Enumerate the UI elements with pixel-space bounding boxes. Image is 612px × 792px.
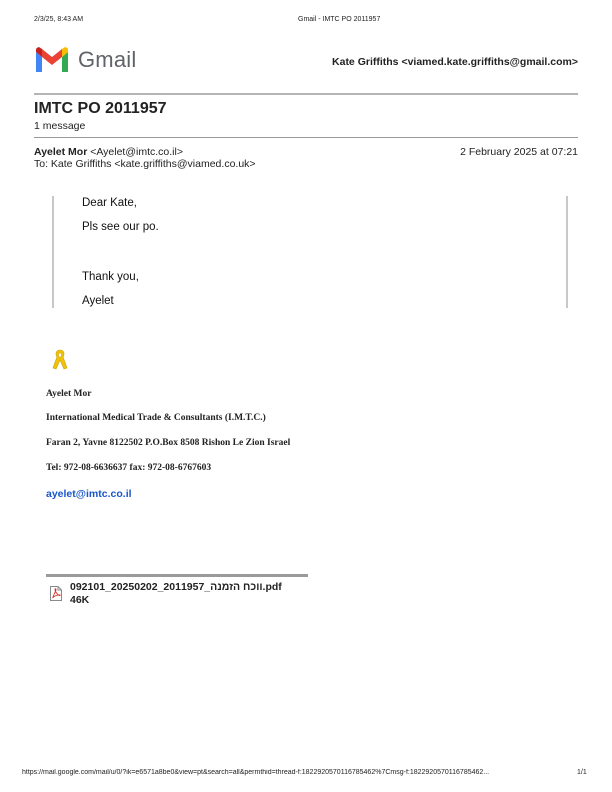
print-footer-url: https://mail.google.com/mail/u/0/?ik=e6571a8be0&view=pt&search=all&permthid=thread-f:1822920570116785462%7Cmsg-f:1822920570116785462... bbox=[22, 769, 490, 776]
body-closing: Thank you, bbox=[82, 271, 139, 283]
message-count: 1 message bbox=[34, 120, 86, 132]
print-title: Gmail - IMTC PO 2011957 bbox=[298, 16, 381, 23]
print-page-number: 1/1 bbox=[577, 769, 587, 776]
header-divider bbox=[34, 93, 578, 95]
message-date: 2 February 2025 at 07:21 bbox=[460, 146, 578, 158]
attachment-size: 46K bbox=[70, 594, 90, 606]
thread-subject: IMTC PO 2011957 bbox=[34, 100, 167, 117]
gmail-m-icon[interactable] bbox=[34, 46, 70, 74]
yellow-ribbon-icon bbox=[50, 348, 70, 372]
attachment-divider bbox=[46, 574, 308, 577]
recipient-line: To: Kate Griffiths <kate.griffiths@viamed.co.uk> bbox=[34, 158, 256, 170]
quote-left-bar bbox=[52, 196, 54, 308]
quote-right-bar bbox=[566, 196, 568, 308]
account-label: Kate Griffiths <viamed.kate.griffiths@gmail.com> bbox=[332, 56, 578, 68]
signature-phone-fax: Tel: 972-08-6636637 fax: 972-08-6767603 bbox=[46, 463, 212, 473]
attachment-filename[interactable]: 092101_20250202_2011957_ווכח הזמנה.pdf bbox=[70, 581, 282, 593]
body-signoff: Ayelet bbox=[82, 295, 114, 307]
gmail-wordmark: Gmail bbox=[78, 47, 137, 72]
body-line-1: Pls see our po. bbox=[82, 221, 159, 233]
sender-line bbox=[34, 146, 183, 158]
body-greeting: Dear Kate, bbox=[82, 197, 137, 209]
sender-name: Ayelet Mor bbox=[34, 146, 88, 158]
pdf-icon[interactable] bbox=[50, 586, 62, 601]
print-datetime: 2/3/25, 8:43 AM bbox=[34, 16, 84, 23]
signature-email-link[interactable]: ayelet@imtc.co.il bbox=[46, 488, 132, 500]
subject-divider bbox=[34, 137, 578, 138]
signature-company: International Medical Trade & Consultants (I.M.T.C.) bbox=[46, 413, 266, 423]
signature-address: Faran 2, Yavne 8122502 P.O.Box 8508 Rishon Le Zion Israel bbox=[46, 438, 291, 448]
signature-name: Ayelet Mor bbox=[46, 389, 92, 399]
sender-email: <Ayelet@imtc.co.il> bbox=[90, 146, 183, 158]
